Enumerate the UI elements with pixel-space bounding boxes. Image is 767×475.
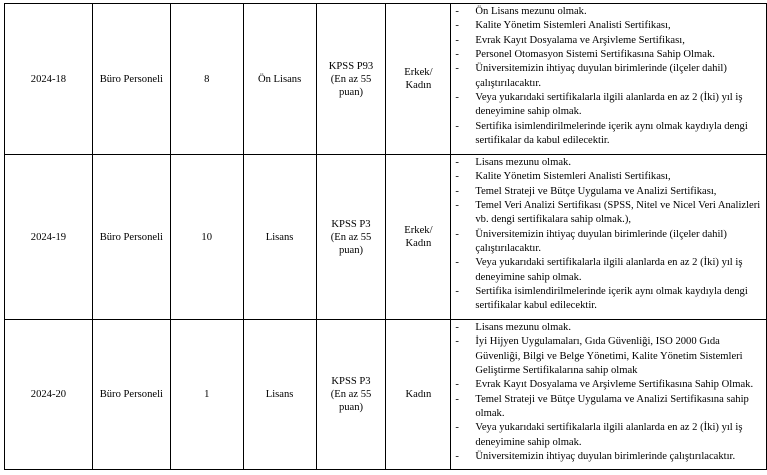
requirement-line [455,170,763,184]
gender-line: Kadın [405,80,432,91]
requirement-text: Geliştirme Sertifikalarına sahip olmak [475,365,638,377]
exam-line: KPSS P93 [328,60,374,72]
bullet-dash: - [455,157,459,168]
bullet-dash: - [455,120,459,132]
code-cell [5,4,93,155]
gender-cell [386,320,451,470]
gender-line: Kadın [405,389,432,400]
gender-cell [386,4,451,155]
requirement-text: vb. dengi sertifikalara sahip olmak.), [475,214,631,226]
requirement-text: çalıştırılacaktır. [475,77,541,89]
requirement-line [455,185,763,199]
requirement-text: Üniversitemizin ihtiyaç duyulan birimlerinde çalıştırılacaktır. [475,451,736,463]
requirement-text: Veya yukarıdaki sertifikalarla ilgili alanlarda en az 2 (İki) yıl iş [475,257,743,269]
requirement-line [455,19,763,33]
requirements-cell [451,4,767,155]
requirement-line [455,62,763,76]
requirement-line [455,436,763,450]
bullet-dash: - [455,257,459,269]
requirement-text: deneyimine sahip olmak. [475,436,582,448]
table-body [5,4,767,470]
position-cell [92,155,170,320]
bullet-dash: - [455,451,459,463]
count-cell [170,155,243,320]
requirement-text: Üniversitemizin ihtiyaç duyulan birimlerinde (ilçeler dahil) [475,63,727,75]
education-text: Ön Lisans [257,73,302,85]
requirement-text: sertifikalar kabul edilecektir. [475,300,597,312]
bullet-dash: - [455,171,459,183]
requirement-text: çalıştırılacaktır. [475,243,541,255]
table-row [5,320,767,470]
requirement-text: deneyimine sahip olmak. [475,106,582,118]
requirement-text: Üniversitemizin ihtiyaç duyulan birimlerinde (ilçeler dahil) [475,228,727,240]
requirement-line [455,271,763,285]
bullet-dash: - [455,379,459,391]
education-cell [243,155,316,320]
table-row [5,4,767,155]
exam-line: puan) [338,244,364,256]
requirement-line [455,156,763,170]
requirement-line [455,256,763,270]
requirement-line [455,242,763,256]
requirement-line [455,350,763,364]
requirement-text: Temel Strateji ve Bütçe Uygulama ve Analizi Sertifikasına sahip [475,393,749,405]
position-text: Büro Personeli [99,231,163,243]
bullet-dash: - [455,92,459,104]
code-text: 2024-20 [30,389,67,400]
requirement-line [455,450,763,464]
requirement-text: Veya yukarıdaki sertifikalarla ilgili alanlarda en az 2 (İki) yıl iş [475,422,743,434]
exam-line: KPSS P3 [331,376,371,387]
requirement-line [455,335,763,349]
gender-line: Erkek/ [404,67,433,78]
requirement-text: Personel Otomasyon Sistemi Sertifikasına Sahip Olmak. [475,49,715,61]
code-text: 2024-18 [30,73,67,85]
bullet-dash: - [455,336,459,348]
requirement-text: Lisans mezunu olmak. [475,322,571,333]
bullet-dash: - [455,20,459,32]
requirement-text: deneyimine sahip olmak. [475,271,582,283]
education-text: Lisans [265,389,294,400]
requirement-line [455,364,763,378]
exam-line: puan) [338,402,364,413]
bullet-dash: - [455,63,459,75]
requirement-line [455,393,763,407]
gender-line: Erkek/ [404,225,433,236]
bullet-dash: - [455,393,459,405]
requirement-line [455,407,763,421]
position-cell [92,320,170,470]
requirement-text: Veya yukarıdaki sertifikalarla ilgili alanlarda en az 2 (İki) yıl iş [475,92,743,104]
requirement-line [455,105,763,119]
count-text: 8 [204,73,210,85]
position-cell [92,4,170,155]
requirement-text: Temel Strateji ve Bütçe Uygulama ve Analizi Sertifikası, [475,185,717,197]
requirement-text: Güvenliği, Bilgi ve Belge Yönetimi, Kalite Yönetim Sistemleri [475,350,743,362]
education-text: Lisans [265,231,294,243]
gender-cell [386,155,451,320]
exam-line: (En az 55 [330,389,372,400]
exam-cell [316,155,386,320]
requirement-line [455,228,763,242]
job-listing-table [4,3,767,470]
requirement-text: Evrak Kayıt Dosyalama ve Arşivleme Sertifikasına Sahip Olmak. [475,379,754,391]
requirement-line [455,199,763,213]
requirements-cell [451,155,767,320]
requirement-line [455,378,763,392]
exam-cell [316,320,386,470]
table-row [5,155,767,320]
bullet-dash: - [455,34,459,46]
count-text: 10 [201,231,212,243]
requirement-text: Evrak Kayıt Dosyalama ve Arşivleme Sertifikası, [475,34,685,46]
requirement-line [455,5,763,19]
bullet-dash: - [455,200,459,212]
exam-line: (En az 55 [330,73,372,85]
count-text: 1 [204,389,210,400]
position-text: Büro Personeli [99,73,163,85]
exam-line: (En az 55 [330,231,372,243]
requirement-text: Kalite Yönetim Sistemleri Analisti Sertifikası, [475,20,671,32]
requirement-line [455,285,763,299]
education-cell [243,320,316,470]
requirement-text: Kalite Yönetim Sistemleri Analisti Sertifikası, [475,171,671,183]
requirement-line [455,120,763,134]
requirement-line [455,321,763,335]
code-cell [5,155,93,320]
bullet-dash: - [455,422,459,434]
requirement-line [455,34,763,48]
requirement-line [455,48,763,62]
requirement-text: Temel Veri Analizi Sertifikası (SPSS, Nitel ve Nicel Veri Analizleri [475,200,761,212]
requirement-text: İyi Hijyen Uygulamaları, Gıda Güvenliği, ISO 2000 Gıda [475,336,720,348]
bullet-dash: - [455,6,459,17]
requirement-line [455,299,763,313]
bullet-dash: - [455,49,459,61]
bullet-dash: - [455,322,459,333]
bullet-dash: - [455,185,459,197]
requirement-line [455,91,763,105]
education-cell [243,4,316,155]
code-text: 2024-19 [30,231,67,243]
count-cell [170,4,243,155]
requirement-text: Sertifika isimlendirilmelerinde içerik aynı olmak kaydıyla dengi [475,120,748,132]
requirement-line [455,421,763,435]
exam-line: KPSS P3 [331,218,371,230]
requirement-text: sertifikalar da kabul edilecektir. [475,135,610,147]
requirement-text: Ön Lisans mezunu olmak. [475,6,587,17]
bullet-dash: - [455,228,459,240]
requirement-text: Sertifika isimlendirilmelerinde içerik aynı olmak kaydıyla dengi [475,286,748,298]
exam-cell [316,4,386,155]
count-cell [170,320,243,470]
position-text: Büro Personeli [99,389,163,400]
requirement-text: olmak. [475,408,505,420]
requirement-text: Lisans mezunu olmak. [475,157,571,168]
requirement-line [455,77,763,91]
code-cell [5,320,93,470]
exam-line: puan) [338,86,364,98]
gender-line: Kadın [405,238,432,249]
requirement-line [455,213,763,227]
requirement-line [455,134,763,148]
bullet-dash: - [455,286,459,298]
requirements-cell [451,320,767,470]
